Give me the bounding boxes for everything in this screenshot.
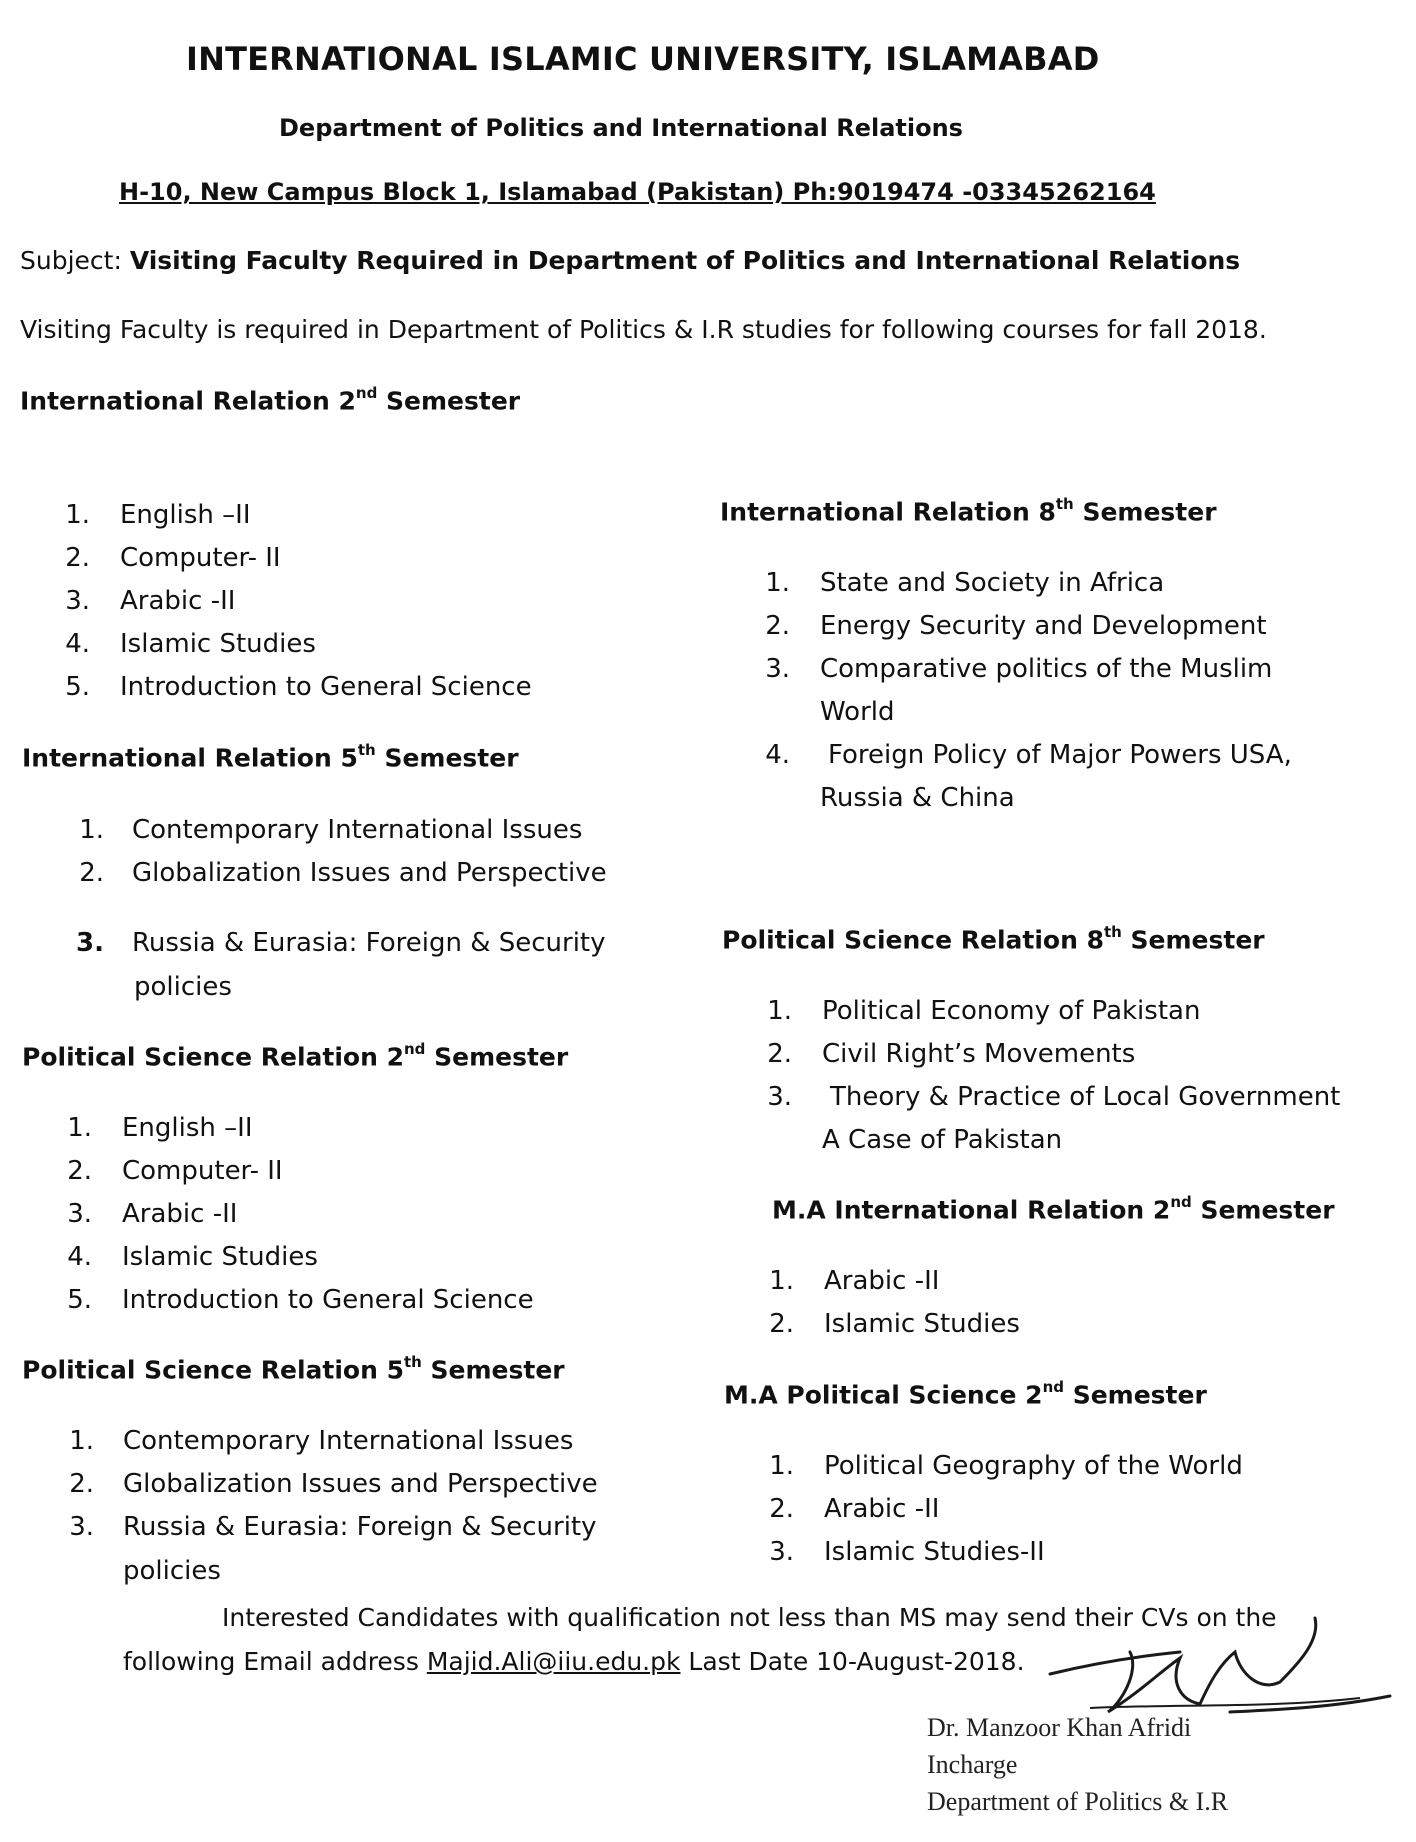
list-item — [760, 611, 1267, 641]
item-number: 3. — [69, 1512, 94, 1542]
item-text: State and Society in Africa — [820, 568, 1165, 598]
heading-sup: nd — [355, 384, 378, 402]
item-text: Islamic Studies — [120, 629, 316, 659]
list-item — [764, 1266, 939, 1296]
heading-sup: th — [357, 741, 376, 759]
item-text: Arabic -II — [824, 1266, 940, 1296]
item-text: Islamic Studies-II — [824, 1537, 1045, 1567]
list-item — [760, 654, 1272, 684]
heading-text-tail: Semester — [1121, 925, 1265, 955]
item-text: Russia & Eurasia: Foreign & Security — [123, 1512, 597, 1542]
list-item — [74, 815, 582, 845]
list-item — [62, 1113, 252, 1143]
heading-sup: nd — [1170, 1193, 1192, 1211]
list-item — [760, 568, 1164, 598]
list-item — [764, 1451, 1243, 1481]
item-text: Introduction to General Science — [120, 672, 532, 702]
item-number: 1. — [769, 1451, 794, 1481]
item-number: 3. — [76, 928, 104, 958]
item-number: 1. — [67, 1113, 92, 1143]
item-text: Russia & Eurasia: Foreign & Security — [132, 928, 606, 958]
heading-text: Political Science Relation 5 — [22, 1355, 404, 1385]
heading-ps-8th — [722, 925, 1265, 954]
item-number: 3. — [767, 1082, 792, 1112]
item-number: 1. — [79, 815, 104, 845]
item-text: Islamic Studies — [824, 1309, 1020, 1339]
item-text: Energy Security and Development — [820, 611, 1267, 641]
item-text: Political Economy of Pakistan — [822, 996, 1201, 1026]
email-link[interactable]: Majid.Ali@iiu.edu.pk — [426, 1647, 681, 1676]
list-item — [60, 629, 316, 659]
item-number: 1. — [769, 1266, 794, 1296]
department-name: Department of Politics and International Relations — [279, 114, 963, 142]
heading-ir-5th — [22, 743, 519, 772]
item-number: 1. — [69, 1426, 94, 1456]
item-number: 3. — [765, 654, 790, 684]
heading-text: International Relation 2 — [20, 386, 356, 416]
heading-ir-8th — [720, 497, 1217, 526]
intro-text: Visiting Faculty is required in Department of Politics & I.R studies for following courses for fall 2018. — [20, 315, 1267, 344]
heading-text: M.A Political Science 2 — [724, 1380, 1043, 1410]
heading-sup: th — [403, 1353, 422, 1371]
heading-text: International Relation 8 — [720, 497, 1056, 527]
heading-sup: th — [1055, 495, 1074, 513]
list-item — [74, 928, 606, 958]
list-item — [60, 586, 235, 616]
item-number: 3. — [769, 1537, 794, 1567]
heading-sup: th — [1103, 923, 1122, 941]
item-text: Political Geography of the World — [824, 1451, 1243, 1481]
list-item-continuation: World — [820, 697, 895, 727]
footer-text: following Email address — [123, 1647, 427, 1676]
heading-text-tail: Semester — [1191, 1195, 1335, 1225]
list-item — [60, 672, 532, 702]
item-text: Arabic -II — [120, 586, 236, 616]
item-text: English –II — [122, 1113, 253, 1143]
heading-sup: nd — [1042, 1378, 1064, 1396]
item-number: 1. — [767, 996, 792, 1026]
footer-line-1: Interested Candidates with qualification not less than MS may send their CVs on the — [222, 1603, 1277, 1632]
item-number: 2. — [67, 1156, 92, 1186]
heading-ps-2nd — [22, 1042, 568, 1071]
item-text: Civil Right’s Movements — [822, 1039, 1136, 1069]
item-text: Arabic -II — [824, 1494, 940, 1524]
subject-line — [20, 246, 1240, 275]
list-item-continuation: Russia & China — [820, 783, 1015, 813]
subject-text: Visiting Faculty Required in Department of Politics and International Relations — [129, 246, 1241, 275]
heading-text-tail: Semester — [1073, 497, 1217, 527]
item-text: Theory & Practice of Local Government — [830, 1082, 1341, 1112]
list-item — [62, 1285, 534, 1315]
item-text: Computer- II — [120, 543, 281, 573]
list-item-continuation: policies — [134, 972, 232, 1002]
item-number: 1. — [65, 500, 90, 530]
list-item — [64, 1426, 573, 1456]
signatory-role: Incharge — [927, 1750, 1018, 1779]
item-number: 2. — [767, 1039, 792, 1069]
heading-text-tail: Semester — [421, 1355, 565, 1385]
item-text: Contemporary International Issues — [123, 1426, 574, 1456]
list-item — [760, 740, 1292, 770]
university-title: INTERNATIONAL ISLAMIC UNIVERSITY, ISLAMABAD — [186, 40, 1100, 78]
item-text: Foreign Policy of Major Powers USA, — [828, 740, 1292, 770]
item-text: Computer- II — [122, 1156, 283, 1186]
item-number: 4. — [765, 740, 790, 770]
item-text: Globalization Issues and Perspective — [132, 858, 607, 888]
subject-label: Subject: — [20, 246, 130, 275]
heading-ma-ps-2nd — [724, 1380, 1207, 1409]
signatory-department: Department of Politics & I.R — [927, 1787, 1229, 1816]
heading-ma-ir-2nd — [772, 1195, 1335, 1224]
item-number: 4. — [67, 1242, 92, 1272]
heading-text: M.A International Relation 2 — [772, 1195, 1171, 1225]
heading-text: Political Science Relation 2 — [22, 1042, 404, 1072]
item-text: English –II — [120, 500, 251, 530]
list-item — [74, 858, 607, 888]
heading-text: Political Science Relation 8 — [722, 925, 1104, 955]
signatory-name: Dr. Manzoor Khan Afridi — [927, 1713, 1192, 1742]
heading-ir-2nd — [20, 386, 520, 415]
footer-deadline: Last Date 10-August-2018. — [680, 1647, 1025, 1676]
heading-text: International Relation 5 — [22, 743, 358, 773]
list-item-continuation: A Case of Pakistan — [822, 1125, 1063, 1155]
item-number: 5. — [65, 672, 90, 702]
list-item — [64, 1512, 597, 1542]
list-item — [60, 500, 250, 530]
item-number: 3. — [65, 586, 90, 616]
item-text: Globalization Issues and Perspective — [123, 1469, 598, 1499]
heading-text-tail: Semester — [377, 386, 521, 416]
item-number: 2. — [769, 1309, 794, 1339]
heading-text-tail: Semester — [375, 743, 519, 773]
item-text: Arabic -II — [122, 1199, 238, 1229]
item-text: Comparative politics of the Muslim — [820, 654, 1273, 684]
item-number: 2. — [69, 1469, 94, 1499]
item-text: Islamic Studies — [122, 1242, 318, 1272]
list-item — [762, 996, 1200, 1026]
item-number: 5. — [67, 1285, 92, 1315]
heading-ps-5th — [22, 1355, 565, 1384]
list-item — [764, 1537, 1045, 1567]
item-text: Contemporary International Issues — [132, 815, 583, 845]
item-number: 2. — [765, 611, 790, 641]
footer-line-2 — [123, 1647, 1025, 1676]
item-number: 2. — [79, 858, 104, 888]
list-item — [762, 1082, 1340, 1112]
list-item — [762, 1039, 1135, 1069]
item-text: Introduction to General Science — [122, 1285, 534, 1315]
list-item-continuation: policies — [123, 1556, 221, 1586]
item-number: 3. — [67, 1199, 92, 1229]
heading-text-tail: Semester — [1064, 1380, 1207, 1410]
list-item — [764, 1494, 939, 1524]
list-item — [62, 1199, 237, 1229]
heading-sup: nd — [403, 1040, 426, 1058]
list-item — [60, 543, 281, 573]
list-item — [64, 1469, 598, 1499]
item-number: 4. — [65, 629, 90, 659]
list-item — [764, 1309, 1020, 1339]
list-item — [62, 1242, 318, 1272]
list-item — [62, 1156, 283, 1186]
item-number: 1. — [765, 568, 790, 598]
item-number: 2. — [769, 1494, 794, 1524]
address-line: H-10, New Campus Block 1, Islamabad (Pakistan) Ph:9019474 -03345262164 — [119, 178, 1156, 206]
heading-text-tail: Semester — [425, 1042, 569, 1072]
item-number: 2. — [65, 543, 90, 573]
